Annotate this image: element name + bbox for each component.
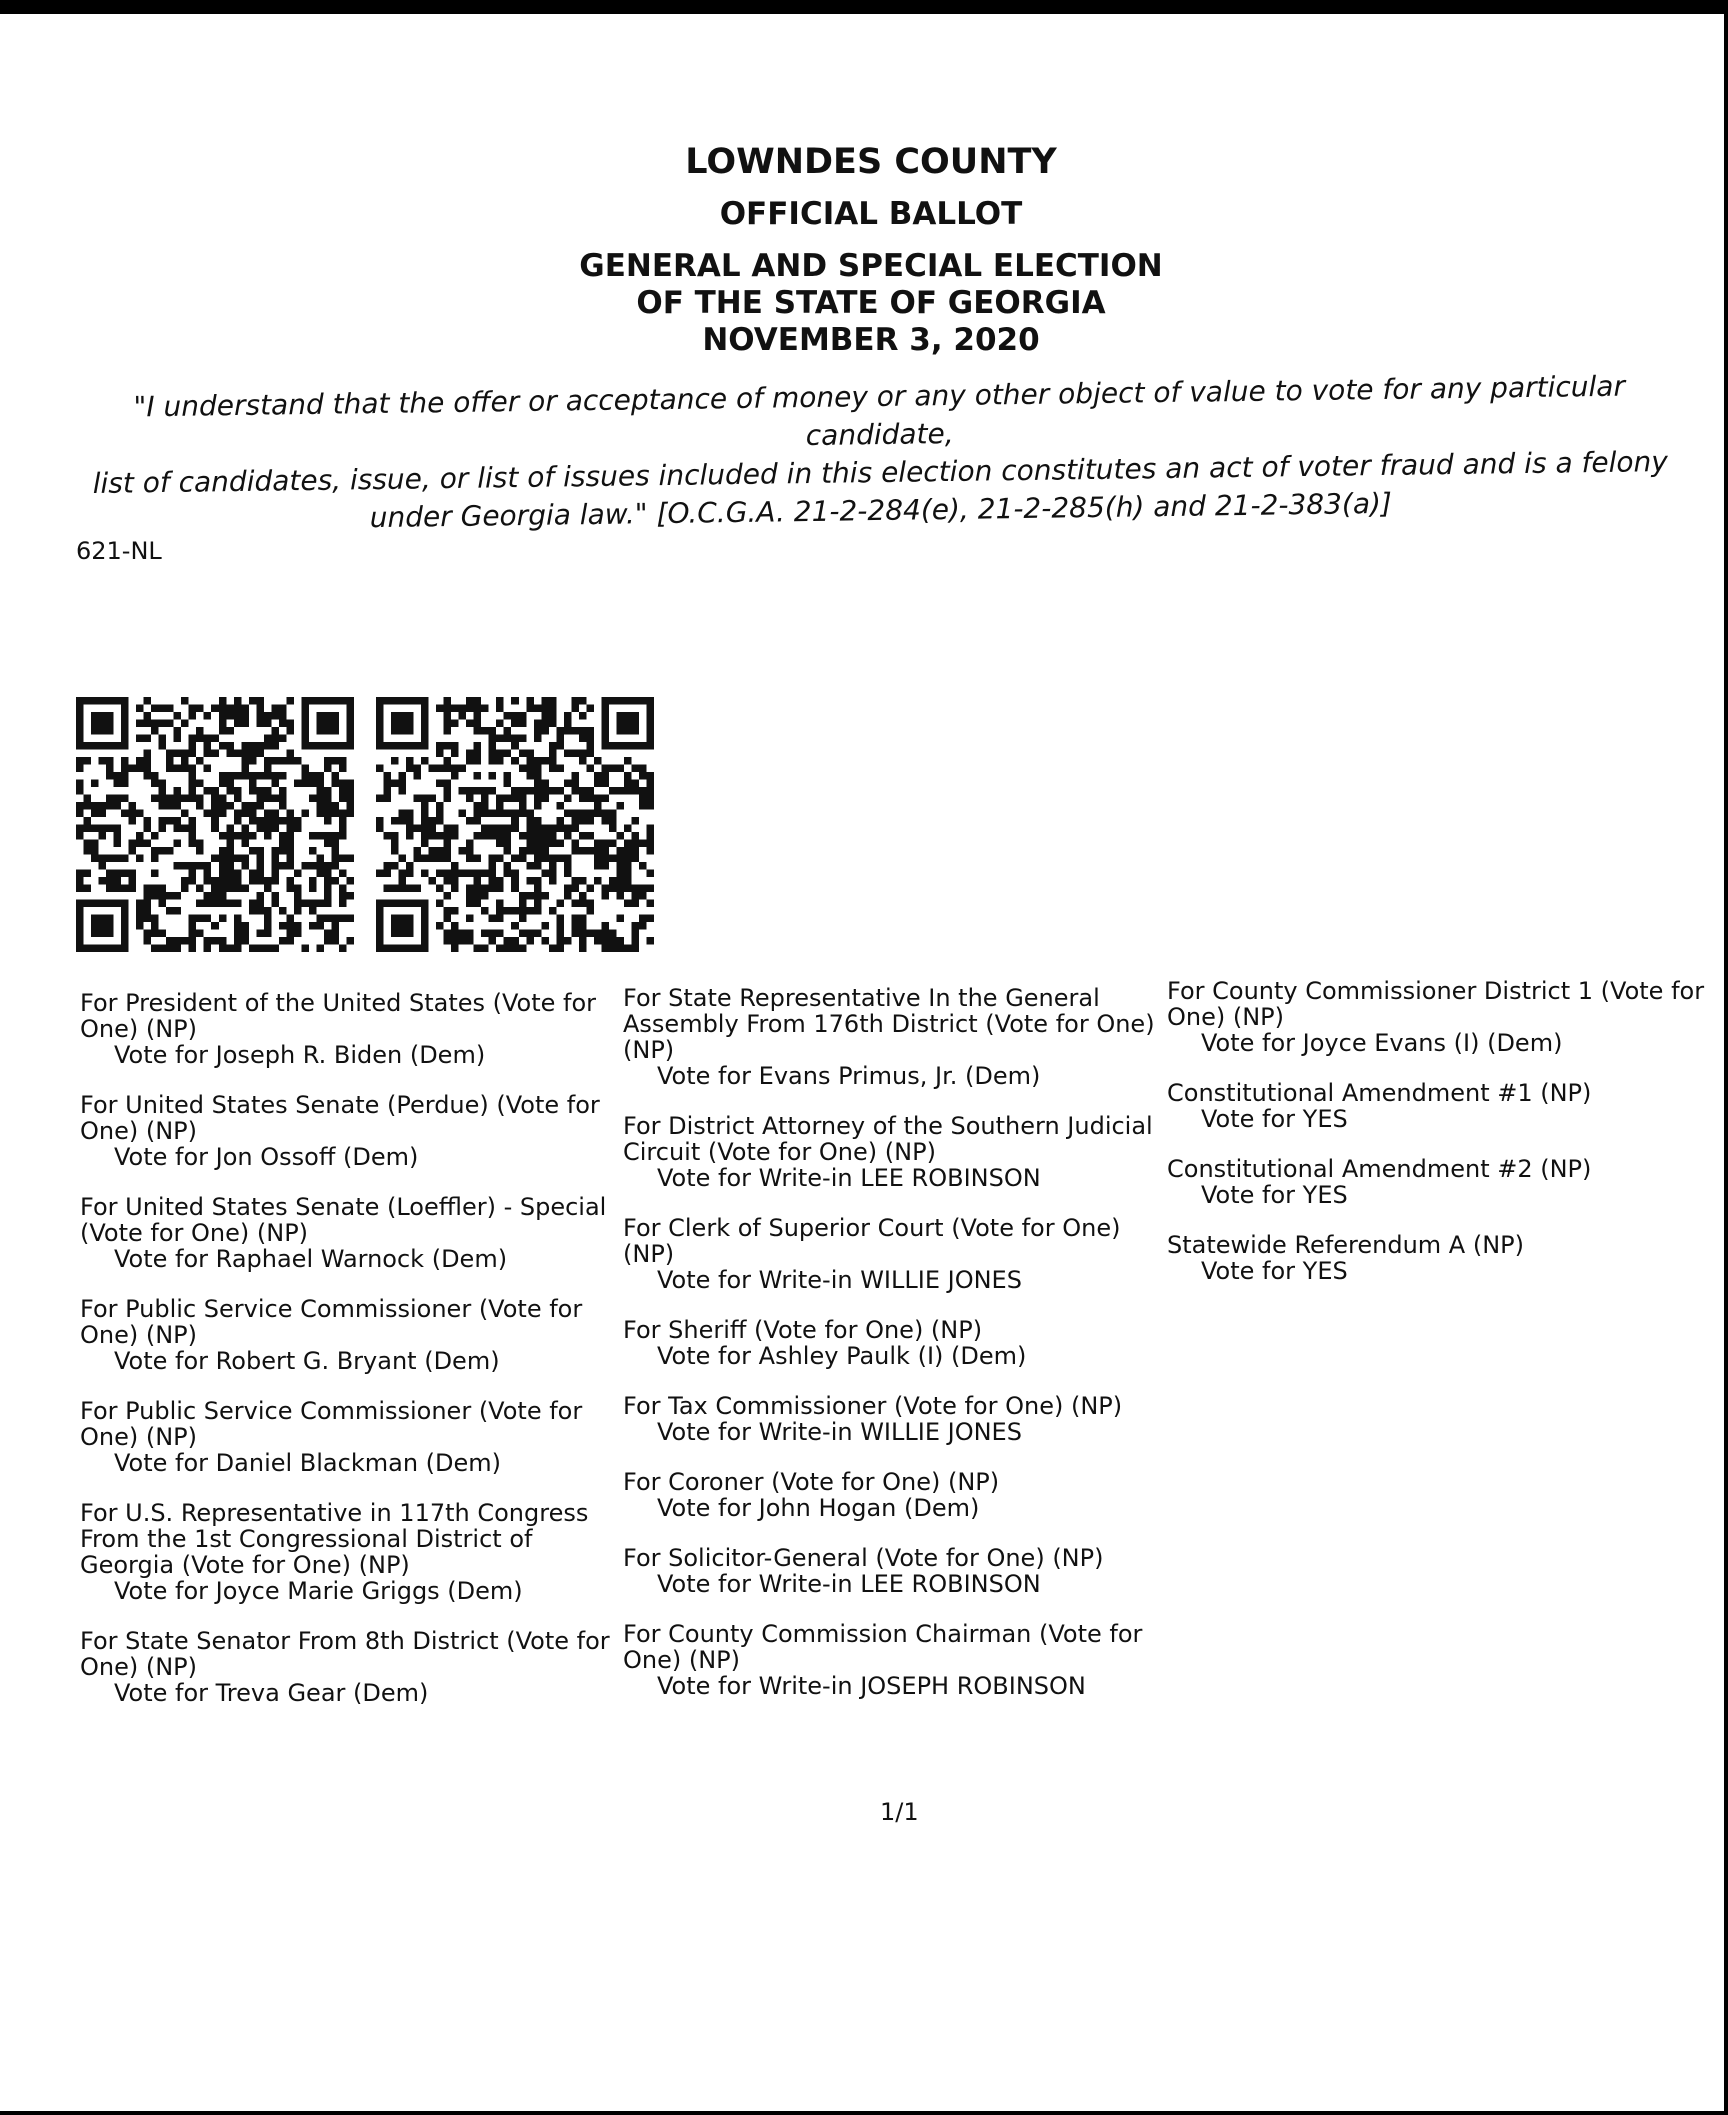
race-selection: Vote for Evans Primus, Jr. (Dem) [657, 1062, 1041, 1090]
race-title: For Sheriff (Vote for One) (NP) [623, 1316, 983, 1344]
race-selection: Vote for Jon Ossoff (Dem) [114, 1143, 419, 1171]
ballot-race [80, 1092, 620, 1170]
ballot-race [80, 1398, 620, 1476]
bottom-scan-border [0, 2111, 1728, 2115]
ballot-race [1167, 978, 1727, 1056]
race-selection: Vote for Robert G. Bryant (Dem) [114, 1347, 500, 1375]
race-title: For State Representative In the General Assembly From 176th District (Vote for One) (NP) [623, 984, 1155, 1064]
election-date: NOVEMBER 3, 2020 [702, 322, 1040, 358]
election-title-line1: GENERAL AND SPECIAL ELECTION [579, 248, 1163, 284]
race-selection: Vote for Write-in JOSEPH ROBINSON [657, 1672, 1086, 1700]
statement-line: list of candidates, issue, or list of issues included in this election constitutes an act of voter fraud and is a felony [92, 445, 1669, 500]
ballot-race [80, 1628, 620, 1706]
ballot-race [623, 985, 1163, 1089]
ballot-column-2 [623, 985, 1163, 1723]
race-title: For Solicitor-General (Vote for One) (NP) [623, 1544, 1104, 1572]
race-selection: Vote for Write-in WILLIE JONES [657, 1266, 1022, 1294]
race-title: For County Commissioner District 1 (Vote for One) (NP) [1167, 977, 1705, 1031]
election-title-line2: OF THE STATE OF GEORGIA [636, 285, 1106, 321]
ballot-column-1 [80, 990, 620, 1730]
ballot-style-code: 621-NL [76, 537, 162, 565]
election-title [14, 248, 1728, 359]
ballot-race [623, 1469, 1163, 1521]
race-selection: Vote for Daniel Blackman (Dem) [114, 1449, 502, 1477]
ballot-header [0, 140, 1728, 359]
ballot-race [623, 1215, 1163, 1293]
ballot-race [623, 1621, 1163, 1699]
statement-line: "I understand that the offer or acceptance of money or any other object of value to vote for any particular candidate, [133, 369, 1626, 453]
race-selection: Vote for YES [1201, 1257, 1348, 1285]
race-selection: Vote for John Hogan (Dem) [657, 1494, 980, 1522]
race-title: For United States Senate (Loeffler) - Special (Vote for One) (NP) [80, 1193, 607, 1247]
ballot-race [1167, 1080, 1727, 1132]
race-selection: Vote for Joyce Evans (I) (Dem) [1201, 1029, 1563, 1057]
race-selection: Vote for Joyce Marie Griggs (Dem) [114, 1577, 523, 1605]
race-selection: Vote for Raphael Warnock (Dem) [114, 1245, 508, 1273]
voter-fraud-statement [79, 367, 1681, 541]
ballot-race [623, 1317, 1163, 1369]
race-title: For Public Service Commissioner (Vote for One) (NP) [80, 1397, 583, 1451]
top-scan-border [0, 0, 1728, 14]
ballot-race [1167, 1232, 1727, 1284]
race-selection: Vote for Ashley Paulk (I) (Dem) [657, 1342, 1027, 1370]
race-title: For U.S. Representative in 117th Congress From the 1st Congressional District of Georgia (Vote for One) (NP) [80, 1499, 589, 1579]
race-title: Statewide Referendum A (NP) [1167, 1231, 1524, 1259]
ballot-race [623, 1393, 1163, 1445]
race-title: For County Commission Chairman (Vote for One) (NP) [623, 1620, 1143, 1674]
race-selection: Vote for YES [1201, 1105, 1348, 1133]
qr-code-icon [76, 697, 354, 952]
race-title: For Coroner (Vote for One) (NP) [623, 1468, 1000, 1496]
ballot-type: OFFICIAL BALLOT [719, 196, 1023, 232]
race-selection: Vote for Write-in WILLIE JONES [657, 1418, 1022, 1446]
county-name: LOWNDES COUNTY [685, 142, 1057, 182]
race-title: For State Senator From 8th District (Vote for One) (NP) [80, 1627, 610, 1681]
statement-line: under Georgia law." [O.C.G.A. 21-2-284(e), 21-2-285(h) and 21-2-383(a)] [369, 486, 1393, 535]
race-selection: Vote for Joseph R. Biden (Dem) [114, 1041, 486, 1069]
race-title: Constitutional Amendment #1 (NP) [1167, 1079, 1592, 1107]
race-title: Constitutional Amendment #2 (NP) [1167, 1155, 1592, 1183]
ballot-race [623, 1113, 1163, 1191]
ballot-column-3 [1167, 978, 1727, 1308]
race-title: For United States Senate (Perdue) (Vote for One) (NP) [80, 1091, 600, 1145]
race-selection: Vote for Treva Gear (Dem) [114, 1679, 429, 1707]
race-title: For President of the United States (Vote for One) (NP) [80, 989, 597, 1043]
ballot-race [80, 1296, 620, 1374]
ballot-race [80, 1500, 620, 1604]
ballot-race [623, 1545, 1163, 1597]
race-title: For District Attorney of the Southern Judicial Circuit (Vote for One) (NP) [623, 1112, 1153, 1166]
race-selection: Vote for YES [1201, 1181, 1348, 1209]
qr-code-icon [376, 697, 654, 952]
race-title: For Public Service Commissioner (Vote for One) (NP) [80, 1295, 583, 1349]
page-number: 1/1 [880, 1798, 919, 1826]
race-title: For Clerk of Superior Court (Vote for One) (NP) [623, 1214, 1121, 1268]
race-selection: Vote for Write-in LEE ROBINSON [657, 1164, 1041, 1192]
race-title: For Tax Commissioner (Vote for One) (NP) [623, 1392, 1123, 1420]
ballot-race [80, 1194, 620, 1272]
ballot-race [80, 990, 620, 1068]
race-selection: Vote for Write-in LEE ROBINSON [657, 1570, 1041, 1598]
ballot-race [1167, 1156, 1727, 1208]
